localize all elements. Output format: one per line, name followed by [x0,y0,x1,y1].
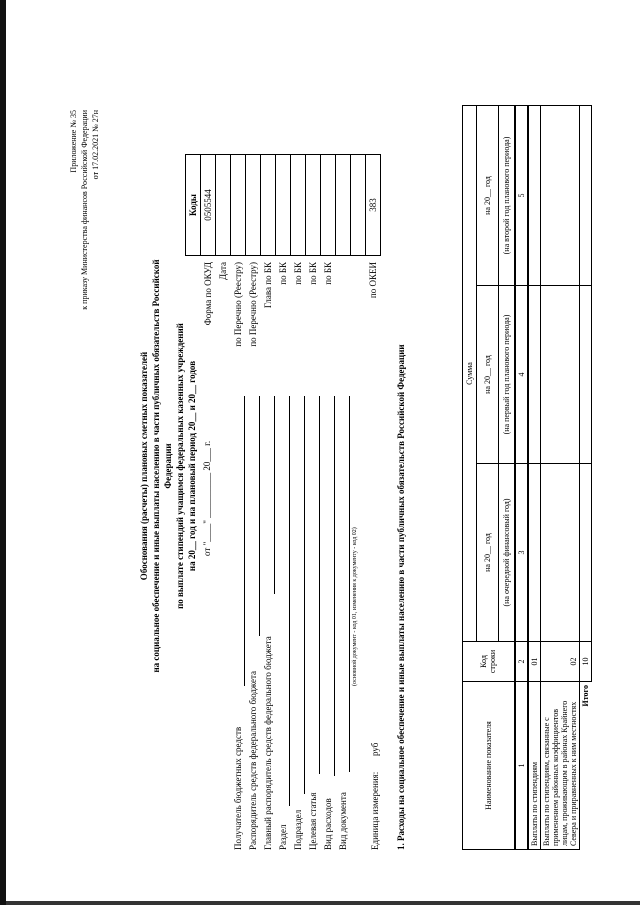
okud-code: 0505544 [201,155,216,256]
appendix-order: к приказу Министерства финансов Российской Федерации [80,110,89,310]
section-blank [289,396,290,806]
header-year1 [477,464,499,642]
table-row [528,106,541,850]
okud-label: Форма по ОКУД [203,262,213,326]
target-article-label: Целевая статья [308,792,318,850]
header-year2-a: на 20__ год [483,355,492,394]
row-value-1 [540,464,579,642]
row-value-2 [540,286,579,464]
appendix-date: от 17.02.2021 № 27н [91,110,100,180]
col-num-3: 3 [515,464,528,642]
empty-code-2 [351,155,366,256]
recipient-blank [244,396,245,686]
row-value-2 [528,286,541,464]
header-year1-sub: (на очередной финансовый год) [499,464,515,642]
total-code: 10 [579,642,591,682]
row-name: Выплаты по стипендиям [528,682,541,850]
col-num-2: 2 [515,642,528,682]
section1-title: 1. Расходы на социальное обеспечение и иные выплаты населению в части публичных обязательств Российской Федерации [396,344,406,850]
header-year3-a: на 20__ год [483,176,492,215]
title-line-2: на социальное обеспечение и иные выплаты населению в части публичных обязательств Российской Федерации [151,259,173,673]
row-code: 02 [540,642,579,682]
empty-code [336,155,351,256]
title-line-4: на 20__ год и на плановый период 20__ и 20__ годов [187,360,197,572]
row-code: 01 [528,642,541,682]
row-value-1 [528,464,541,642]
okei-code: 383 [366,155,381,256]
header-year3 [477,106,499,286]
document-type-hint: (основной документ - код 01, изменения к документу - код 02) [352,527,358,686]
bk3-code [306,155,321,256]
header-year1-a: на 20__ год [483,533,492,572]
total-value-2 [579,286,591,464]
header-year2 [477,286,499,464]
document-sheet [60,96,590,856]
list2-label: по Перечню (Реестру) [248,262,258,347]
section-label: Раздел [278,824,288,850]
appendix-header [68,110,101,310]
subsection-label: Подраздел [293,809,303,850]
bk4-label: по БК [323,262,333,285]
row-name: Выплаты по стипендиям, связанные с применением районных коэффициентов лицам, проживающим в районах Крайнего Севера и приравненных к ним местностях [540,682,579,850]
codes-header: Коды [186,155,201,256]
list1-code [231,155,246,256]
total-row [579,106,591,850]
col-num-5: 5 [515,106,528,286]
document-type-label: Вид документа [338,792,348,850]
list1-label: по Перечню (Реестру) [233,262,243,347]
manager-label: Распорядитель средств федерального бюджета [248,670,258,850]
col-num-4: 4 [515,286,528,464]
header-name: Наименование показателя [463,682,515,850]
bk1-label: по БК [278,262,288,285]
date-label: Дата [218,262,228,280]
expense-type-label: Вид расходов [323,798,333,850]
head-bk-code [261,155,276,256]
title-line-1: Обоснования (расчеты) плановых сметных показателей [139,351,149,581]
header-year2-sub: (на первый год планового периода) [499,286,515,464]
bk4-code [321,155,336,256]
bk2-label: по БК [293,262,303,285]
scan-edge-bottom [6,901,640,905]
document-type-blank [349,396,350,772]
expenses-table [462,105,592,850]
bk1-code [276,155,291,256]
scan-edge-left [0,0,6,905]
recipient-label: Получатель бюджетных средств [233,726,243,850]
subsection-blank [304,396,305,794]
bk2-code [291,155,306,256]
expense-type-blank [334,396,335,776]
bk3-label: по БК [308,262,318,285]
head-bk-label: Глава по БК [263,262,273,309]
total-label: Итого [580,685,590,707]
total-value-3 [579,106,591,286]
unit-label: Единица измерения: [370,771,380,850]
list2-code [246,155,261,256]
header-code: Код строки [463,642,515,682]
manager-blank [259,396,260,636]
chief-manager-label: Главный распорядитель средств федерального бюджета [263,636,273,850]
date-line: от "____" __________ 20___ г. [202,440,212,556]
appendix-number: Приложение № 35 [69,110,78,173]
row-value-3 [540,106,579,286]
title-line-3: по выплате стипендий учащимся федеральных казенных учреждений [175,323,185,609]
form-title [138,256,198,676]
codes-table [185,154,381,256]
table-row [540,106,579,850]
col-num-1: 1 [515,682,528,850]
unit-value: руб [370,742,380,756]
header-sum: Сумма [463,106,477,642]
row-value-3 [528,106,541,286]
okei-label: по ОКЕИ [368,262,378,299]
chief-manager-blank [274,396,275,594]
target-article-blank [319,396,320,774]
total-value-1 [579,464,591,642]
header-year3-sub: (на второй год планового периода) [499,106,515,286]
date-code [216,155,231,256]
